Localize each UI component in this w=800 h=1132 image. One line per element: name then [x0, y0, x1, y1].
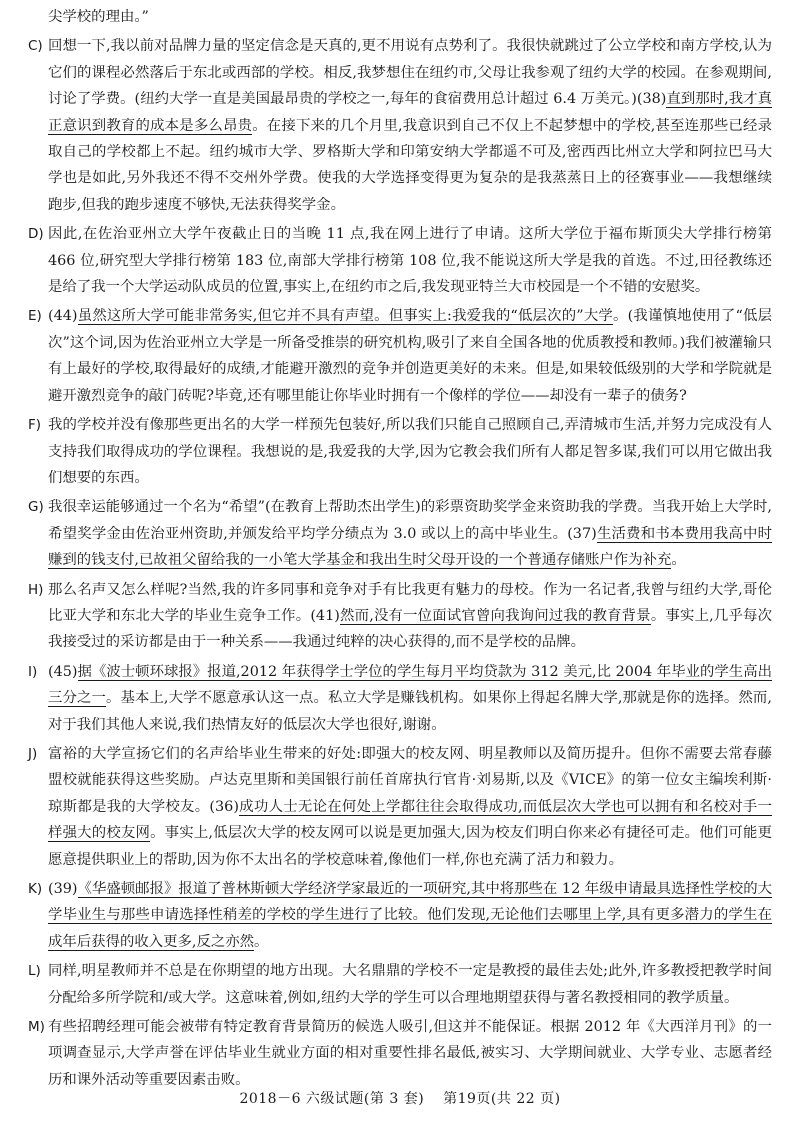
paragraph-text: 尖学校的理由。”: [48, 9, 149, 25]
underlined-text: 《华盛顿邮报》报道了普林斯顿大学经济学家最近的一项研究,其中将那些在 12 年级申请最具选择性学校的大学毕业生与那些申请选择性稍差的学校的学生进行了比较。他们发现,无论他们去哪里上学,具有更多潜力的学生在成年后获得的收入更多,反之亦然: [48, 881, 772, 950]
paragraph-letter: E): [28, 308, 42, 325]
paragraph: [28, 303, 772, 409]
footer-page-number: 第19页(共 22 页): [443, 1091, 561, 1107]
underlined-text: 直到那时,我才真正意识到教育的成本是多么昂贵: [48, 91, 772, 134]
paragraph-text: 。: [254, 933, 269, 950]
paragraph-letter: F): [28, 417, 42, 434]
page-footer: [0, 1088, 800, 1108]
paragraph-text: 因此,在佐治亚州立大学午夜截止日的当晚 11 点,我在网上进行了申请。这所大学位于福布斯顶尖大学排行榜第 466 位,研究型大学排行榜第 183 位,南部大学排行榜第 108 位,我不能说这所大学是我的首选。不过,田径教练还是给了我一个大学运动队成员的位置,事实上,在纽约市之后,我发现亚特兰大市校园是一个不错的安慰奖。: [48, 226, 772, 296]
paragraph-letter: I): [28, 663, 38, 680]
paragraph-text: 。: [671, 552, 686, 569]
paragraph-text: 。事实上,低层次大学的校友网可以说是更加强大,因为校友们明白你来必有捷径可走。他们可能更愿意提供职业上的帮助,因为你不太出名的学校意味着,像他们一样,你也充满了活力和毅力。: [48, 825, 772, 868]
paragraph-text: 。事实上,几乎每次我接受过的采访都是由于一种关系——我通过纯粹的决心获得的,而不是学校的品牌。: [48, 607, 773, 651]
underlined-text: 然而,没有一位面试官曾向我询问过我的教育背景: [339, 607, 651, 624]
paragraph-letter: D): [28, 226, 44, 243]
paragraph-text: 。基本上,大学不愿意承认这一点。私立大学是赚钱机构。如果你上得起名牌大学,那就是你的选择。然而,对于我们其他人来说,我们热情友好的低层次大学也很好,谢谢。: [48, 690, 772, 733]
paragraph-letter: C): [28, 38, 43, 55]
paragraph: [28, 876, 772, 955]
article-body: [28, 4, 772, 1093]
paragraph: [28, 412, 772, 491]
paragraph-text: (44): [48, 308, 78, 325]
paragraph: [28, 4, 772, 30]
paragraph: [28, 1014, 772, 1093]
underlined-text: 据《波士顿环球报》报道,2012 年获得学士学位的学生每月平均贷款为 312 美元,比 2004 年毕业的学生高出三分之一: [48, 663, 772, 707]
paragraph: [28, 577, 772, 656]
underlined-text: 生活费和书本费用我高中时赚到的钱支付,已故祖父留给我的一小笔大学基金和我出生时父母开设的一个普通存储账户作为补充: [48, 525, 772, 569]
paragraph: [28, 33, 772, 218]
paragraph-text: 同样,明星教师并不总是在你期望的地方出现。大名鼎鼎的学校不一定是教授的最佳去处;此外,许多教授把教学时间分配给多所学院和/或大学。这意味着,例如,纽约大学的学生可以合理地期望获得与著名教授相同的教学质量。: [48, 963, 772, 1006]
underlined-text: 虽然这所大学可能非常务实,但它并不具有声望。但事实上:我爱我的“低层次的”大学: [77, 308, 614, 325]
paragraph-letter: G): [28, 499, 44, 516]
paragraph: [28, 494, 772, 573]
paragraph: [28, 221, 772, 300]
paragraph-text: 富裕的大学宣扬它们的名声给毕业生带来的好处:即强大的校友网、明星教师以及简历提升。但你不需要去常春藤盟校就能获得这些奖励。卢达克里斯和美国银行前任首席执行官肯·刘易斯,以及《VICE》的第一位女主编埃利斯·琼斯都是我的大学校友。(36): [48, 745, 772, 815]
paragraph-text: 我的学校并没有像那些更出名的大学一样预先包装好,所以我们只能自己照顾自己,弄清城市生活,并努力完成没有人支持我们取得成功的学位课程。我想说的是,我爱我的大学,因为它教会我们所有人都足智多谋,我们可以用它做出我们想要的东西。: [48, 417, 772, 486]
paragraph-letter: J): [28, 745, 38, 762]
paragraph: [28, 659, 772, 738]
paragraph-text: 回想一下,我以前对品牌力量的坚定信念是天真的,更不用说有点势利了。我很快就跳过了公立学校和南方学校,认为它们的课程必然落后于东北或西部的学校。相反,我梦想住在纽约市,父母让我参观了纽约大学的校园。在参观期间,讨论了学费。(纽约大学一直是美国最昂贵的学校之一,每年的食宿费用总计超过 6.4 万美元。)(38): [48, 38, 772, 108]
paragraph-text: (39): [48, 881, 78, 897]
footer-exam-title: 2018－6 六级试题(第 3 套): [239, 1091, 425, 1107]
paragraph-letter: H): [28, 581, 44, 598]
paragraph: [28, 958, 772, 1011]
paragraph-text: 。在接下来的几个月里,我意识到自己不仅上不起梦想中的学校,甚至连那些已经录取自己的学校都上不起。纽约城市大学、罗格斯大学和印第安纳大学都遥不可及,密西西比州立大学和阿拉巴马大学也是如此,另外我还不得不交州外学费。使我的大学选择变得更为复杂的是我蒸蒸日上的径赛事业——我想继续跑步,但我的跑步速度不够快,无法获得奖学金。: [48, 117, 772, 213]
paragraph-text: 那么名声又怎么样呢?当然,我的许多同事和竞争对手有比我更有魅力的母校。作为一名记者,我曾与纽约大学,哥伦比亚大学和东北大学的毕业生竞争工作。(41): [48, 581, 772, 624]
paragraph-text: 有些招聘经理可能会被带有特定教育背景简历的候选人吸引,但这并不能保证。根据 2012 年《大西洋月刊》的一项调查显示,大学声誉在评估毕业生就业方面的相对重要性排名最低,被实习、大学期间就业、大学专业、志愿者经历和课外活动等重要因素击败。: [48, 1019, 772, 1088]
paragraph-text: 我很幸运能够通过一个名为“希望”(在教育上帮助杰出学生)的彩票资助奖学金来资助我的学费。当我开始上大学时,希望奖学金由佐治亚州资助,并颁发给平均学分绩点为 3.0 或以上的高中毕业生。(37): [48, 499, 772, 542]
paragraph: [28, 741, 772, 873]
paragraph-letter: M): [28, 1019, 45, 1036]
paragraph-letter: K): [28, 881, 43, 897]
paragraph-text: (45): [48, 663, 78, 680]
paragraph-text: 。(我谨慎地使用了“低层次”这个词,因为佐治亚州立大学是一所备受推崇的研究机构,吸引了来自全国各地的优质教授和教师。)我们被灌输只有上最好的学校,取得最好的成绩,才能避开激烈的竞争并创造更美好的未来。但是,如果较低级别的大学和学院就是避开激烈竞争的敲门砖呢?毕竟,还有哪里能让你毕业时拥有一个像样的学位——却没有一辈子的债务?: [48, 308, 772, 404]
paragraph-letter: L): [28, 963, 41, 980]
underlined-text: 成功人士无论在何处上学都往往会取得成功,而低层次大学也可以拥有和名校对手一样强大的校友网: [48, 798, 772, 842]
